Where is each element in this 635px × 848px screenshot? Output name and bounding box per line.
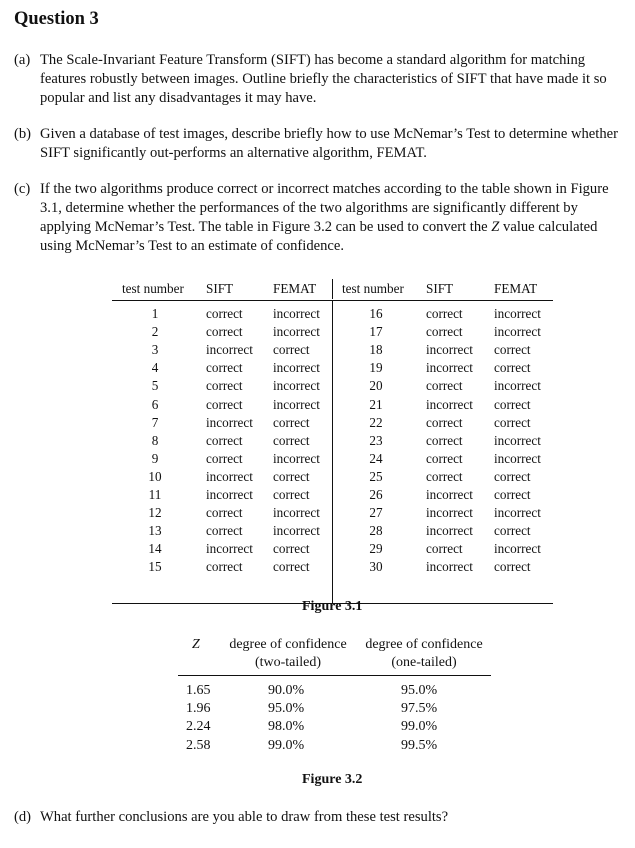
- figure-3-2-caption: Figure 3.2: [302, 772, 363, 787]
- sift-result-cell: incorrect: [426, 360, 473, 376]
- part-c: [14, 180, 626, 256]
- test-number-cell: 17: [369, 324, 383, 340]
- sift-result-cell: correct: [206, 324, 243, 340]
- sift-result-cell: correct: [206, 559, 243, 575]
- figure-3-2-header: [178, 634, 491, 676]
- test-number-cell: 16: [369, 306, 383, 321]
- part-a-text: The Scale-Invariant Feature Transform (SIFT) has become a standard algorithm for matching features robustly between images. Outline briefly the characteristics of SIFT that have made it so popular and list any disadvantages it may have.: [40, 52, 607, 106]
- one-tailed-cell: 99.5%: [401, 737, 438, 753]
- figure-3-1-body: [112, 301, 553, 604]
- sift-result-cell: incorrect: [206, 342, 253, 358]
- femat-result-cell: incorrect: [273, 360, 320, 376]
- test-number-cell: 22: [369, 414, 383, 430]
- test-number-cell: 1: [151, 306, 159, 321]
- sift-result-cell: correct: [206, 306, 243, 321]
- figure-3-2-body: [178, 676, 491, 758]
- test-number-cell: 25: [369, 468, 383, 484]
- z-value-cell: 2.24: [186, 719, 211, 735]
- femat-result-cell: incorrect: [273, 396, 320, 412]
- femat-result-cell: incorrect: [494, 432, 541, 448]
- sift-result-cell: correct: [426, 468, 463, 484]
- table-row-right: [112, 306, 553, 324]
- table-row-right: [112, 451, 553, 469]
- femat-result-cell: correct: [494, 468, 531, 484]
- confidence-row: [178, 738, 491, 756]
- femat-result-cell: correct: [273, 432, 310, 448]
- test-number-cell: 2: [151, 324, 159, 340]
- sift-result-cell: incorrect: [206, 541, 253, 557]
- test-number-cell: 21: [369, 396, 383, 412]
- test-number-cell: 28: [369, 523, 383, 539]
- header-z: Z: [192, 637, 200, 652]
- figure-3-1-table: [112, 279, 553, 604]
- femat-result-cell: incorrect: [273, 450, 320, 466]
- part-b-label: (b): [14, 126, 32, 142]
- test-number-cell: 13: [148, 523, 162, 539]
- z-value-cell: 1.96: [186, 701, 211, 717]
- table-row-right: [112, 397, 553, 415]
- table-row-right: [112, 324, 553, 342]
- confidence-row: [178, 683, 491, 701]
- sift-result-cell: incorrect: [206, 468, 253, 484]
- sift-result-cell: correct: [206, 360, 243, 376]
- test-number-cell: 3: [151, 342, 159, 358]
- one-tailed-cell: 97.5%: [401, 701, 438, 717]
- sift-result-cell: incorrect: [426, 396, 473, 412]
- z-symbol: Z: [491, 219, 500, 235]
- test-number-cell: 18: [369, 342, 383, 358]
- sift-result-cell: incorrect: [426, 523, 473, 539]
- two-tailed-cell: 95.0%: [268, 701, 305, 717]
- femat-result-cell: incorrect: [273, 523, 320, 539]
- header-femat-right: FEMAT: [494, 281, 538, 296]
- femat-result-cell: correct: [494, 414, 531, 430]
- z-value-cell: 2.58: [186, 737, 211, 753]
- test-number-cell: 20: [369, 378, 383, 394]
- femat-result-cell: correct: [273, 487, 310, 502]
- test-number-cell: 24: [369, 450, 383, 466]
- header-one-tailed-l2: (one-tailed): [391, 655, 457, 670]
- sift-result-cell: correct: [426, 450, 463, 466]
- femat-result-cell: incorrect: [494, 505, 541, 521]
- femat-result-cell: correct: [494, 487, 531, 502]
- two-tailed-cell: 98.0%: [268, 719, 305, 735]
- table-row-right: [112, 559, 553, 577]
- test-number-cell: 29: [369, 541, 383, 557]
- sift-result-cell: incorrect: [206, 414, 253, 430]
- test-number-cell: 9: [151, 450, 159, 466]
- sift-result-cell: correct: [206, 378, 243, 394]
- one-tailed-cell: 95.0%: [401, 683, 438, 698]
- test-number-cell: 7: [151, 414, 159, 430]
- test-number-cell: 4: [151, 360, 159, 376]
- table-row-right: [112, 523, 553, 541]
- table-row-right: [112, 360, 553, 378]
- test-number-cell: 11: [148, 487, 162, 502]
- two-tailed-cell: 90.0%: [268, 683, 305, 698]
- header-sift-right: SIFT: [426, 281, 454, 296]
- part-d-text: What further conclusions are you able to draw from these test results?: [40, 809, 449, 825]
- test-number-cell: 27: [369, 505, 383, 521]
- sift-result-cell: incorrect: [206, 487, 253, 502]
- femat-result-cell: incorrect: [494, 450, 541, 466]
- figure-3-2-table: [178, 634, 491, 758]
- table-row-right: [112, 469, 553, 487]
- femat-result-cell: incorrect: [273, 378, 320, 394]
- femat-result-cell: correct: [494, 559, 531, 575]
- femat-result-cell: correct: [494, 523, 531, 539]
- confidence-row: [178, 701, 491, 719]
- part-b: [14, 125, 626, 163]
- test-number-cell: 19: [369, 360, 383, 376]
- figure-3-1-header: [112, 279, 553, 301]
- figure-3-1-caption: Figure 3.1: [302, 599, 363, 614]
- header-sift-left: SIFT: [206, 281, 234, 296]
- part-a-label: (a): [14, 52, 31, 68]
- sift-result-cell: correct: [206, 523, 243, 539]
- part-d: [14, 808, 626, 827]
- part-c-label: (c): [14, 181, 31, 197]
- two-tailed-cell: 99.0%: [268, 737, 305, 753]
- sift-result-cell: incorrect: [426, 505, 473, 521]
- femat-result-cell: incorrect: [494, 324, 541, 340]
- table-row-right: [112, 378, 553, 396]
- femat-result-cell: correct: [273, 342, 310, 358]
- table-row-right: [112, 505, 553, 523]
- sift-result-cell: incorrect: [426, 487, 473, 502]
- header-femat-left: FEMAT: [273, 281, 317, 296]
- sift-result-cell: correct: [426, 414, 463, 430]
- sift-result-cell: correct: [206, 450, 243, 466]
- sift-result-cell: correct: [206, 396, 243, 412]
- sift-result-cell: correct: [206, 505, 243, 521]
- femat-result-cell: incorrect: [494, 306, 541, 321]
- header-two-tailed-l2: (two-tailed): [254, 655, 322, 670]
- table-row-right: [112, 541, 553, 559]
- femat-result-cell: correct: [273, 468, 310, 484]
- header-one-tailed-l1: degree of confidence: [365, 637, 483, 652]
- one-tailed-cell: 99.0%: [401, 719, 438, 735]
- header-two-tailed-l1: degree of confidence: [229, 637, 347, 652]
- table-row-right: [112, 487, 553, 505]
- part-a: [14, 51, 626, 108]
- test-number-cell: 26: [369, 487, 383, 502]
- femat-result-cell: correct: [494, 342, 531, 358]
- sift-result-cell: correct: [426, 378, 463, 394]
- test-number-cell: 8: [151, 432, 159, 448]
- femat-result-cell: incorrect: [273, 505, 320, 521]
- z-value-cell: 1.65: [186, 683, 211, 698]
- table-row-right: [112, 433, 553, 451]
- femat-result-cell: incorrect: [273, 324, 320, 340]
- test-number-cell: 14: [148, 541, 162, 557]
- header-test-number-right: test number: [342, 281, 404, 296]
- confidence-row: [178, 719, 491, 737]
- femat-result-cell: correct: [494, 396, 531, 412]
- test-number-cell: 6: [151, 396, 159, 412]
- test-number-cell: 10: [148, 468, 162, 484]
- table-row-right: [112, 415, 553, 433]
- test-number-cell: 15: [148, 559, 162, 575]
- header-test-number-left: test number: [122, 281, 184, 296]
- femat-result-cell: correct: [273, 541, 310, 557]
- femat-result-cell: correct: [273, 559, 310, 575]
- sift-result-cell: correct: [426, 306, 463, 321]
- sift-result-cell: correct: [426, 432, 463, 448]
- femat-result-cell: incorrect: [494, 378, 541, 394]
- sift-result-cell: correct: [206, 432, 243, 448]
- test-number-cell: 23: [369, 432, 383, 448]
- femat-result-cell: correct: [273, 414, 310, 430]
- sift-result-cell: correct: [426, 324, 463, 340]
- femat-result-cell: incorrect: [494, 541, 541, 557]
- part-d-label: (d): [14, 809, 32, 825]
- test-number-cell: 12: [148, 505, 162, 521]
- test-number-cell: 5: [151, 378, 159, 394]
- part-b-text: Given a database of test images, describe briefly how to use McNemar’s Test to determine whether SIFT significantly out-performs an alternative algorithm, FEMAT.: [40, 126, 618, 161]
- sift-result-cell: incorrect: [426, 342, 473, 358]
- part-c-text: If the two algorithms produce correct or incorrect matches according to the table shown in Figure 3.1, determine whether the performances of the two algorithms are significantly different by applying McNemar’s Test. The table in Figure 3.2 can be used to convert the Z value calculated using McNemar’s Test to an estimate of confidence.: [40, 181, 609, 254]
- femat-result-cell: incorrect: [273, 306, 320, 321]
- femat-result-cell: correct: [494, 360, 531, 376]
- test-number-cell: 30: [369, 559, 383, 575]
- table-row-right: [112, 342, 553, 360]
- sift-result-cell: correct: [426, 541, 463, 557]
- question-title: Question 3: [14, 9, 99, 29]
- sift-result-cell: incorrect: [426, 559, 473, 575]
